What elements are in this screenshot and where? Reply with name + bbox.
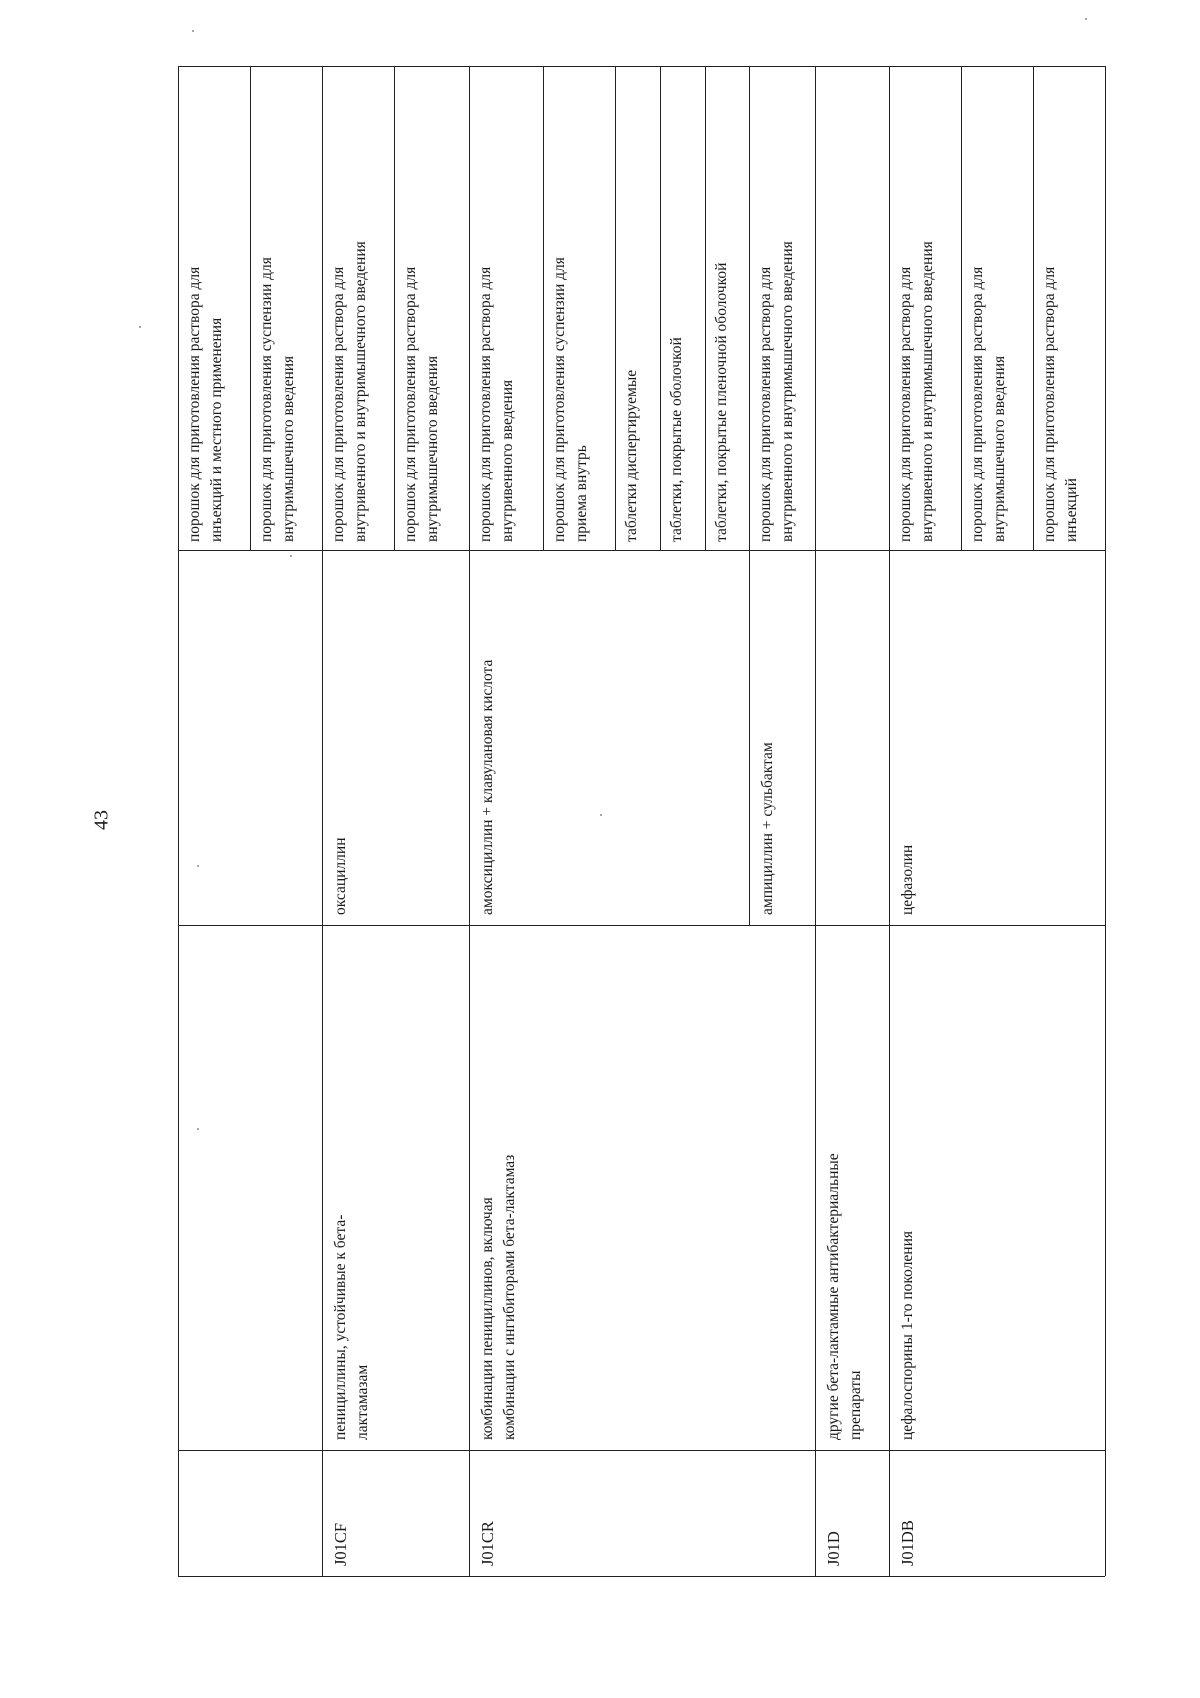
row-border [178,66,179,1576]
scan-speck [600,814,602,816]
column-border [178,1576,1105,1577]
form-separator [615,66,616,550]
dosage-form: порошок для приготовления суспензии для приема внутрь [551,257,590,542]
group-name: цефалоспорины 1-го поколения [899,1230,916,1440]
dosage-form: порошок для приготовления суспензии для внутримышечного введения [258,257,297,542]
atc-code: J01CF [331,1522,350,1566]
dosage-form: порошок для приготовления раствора для внутримышечного введения [969,266,1008,542]
form-separator [961,66,962,550]
form-separator [705,66,706,550]
dosage-form [817,68,889,548]
scan-speck [192,30,194,32]
drug-name: ампициллин + сульбактам [759,742,776,915]
scan-speck [197,865,199,867]
atc-code: J01CR [478,1521,497,1566]
form-separator [1033,66,1034,550]
dosage-form: порошок для приготовления раствора для внутривенного и внутримышечного введения [757,241,796,542]
drug-name: оксациллин [332,837,349,915]
column-border [178,550,1105,551]
row-border [1105,66,1106,1576]
atc-code: J01D [824,1531,843,1566]
scan-speck [139,326,141,328]
drug-name: цефазолин [899,844,916,915]
scan-speck [290,555,292,557]
form-separator [543,66,544,550]
dosage-form: порошок для приготовления раствора для внутривенного и внутримышечного введения [897,241,936,542]
dosage-form: порошок для приготовления раствора для внутримышечного введения [402,266,441,542]
scan-speck [197,1128,199,1130]
dosage-form: порошок для приготовления раствора для инъекций [1041,266,1080,542]
dosage-form: таблетки, покрытые оболочкой [668,337,685,542]
column-border [178,925,1105,926]
row-border [815,66,816,1576]
scan-speck [1085,18,1087,20]
dosage-form: порошок для приготовления раствора для внутривенного и внутримышечного введения [330,241,369,542]
group-name: другие бета-лактамные антибактериальные препараты [825,1153,864,1440]
dosage-form: порошок для приготовления раствора для внутривенного введения [477,266,516,542]
column-border [178,1450,1105,1451]
dosage-form: таблетки, покрытые пленочной оболочкой [713,262,730,542]
row-border [889,66,890,1576]
drug-name [817,552,889,923]
atc-code: J01DB [898,1520,917,1566]
drug-separator [749,66,750,926]
dosage-form: таблетки диспергируемые [623,369,640,542]
group-name: комбинации пенициллинов, включая комбинации с ингибиторами бета-лактамаз [479,1154,518,1440]
form-separator [660,66,661,550]
group-name: пенициллины, устойчивые к бета- лактамазам [332,1214,371,1440]
page-number: 43 [90,810,113,830]
drug-name: амоксициллин + клавулановая кислота [479,659,496,915]
dosage-form: порошок для приготовления раствора для инъекций и местного применения [186,266,225,542]
